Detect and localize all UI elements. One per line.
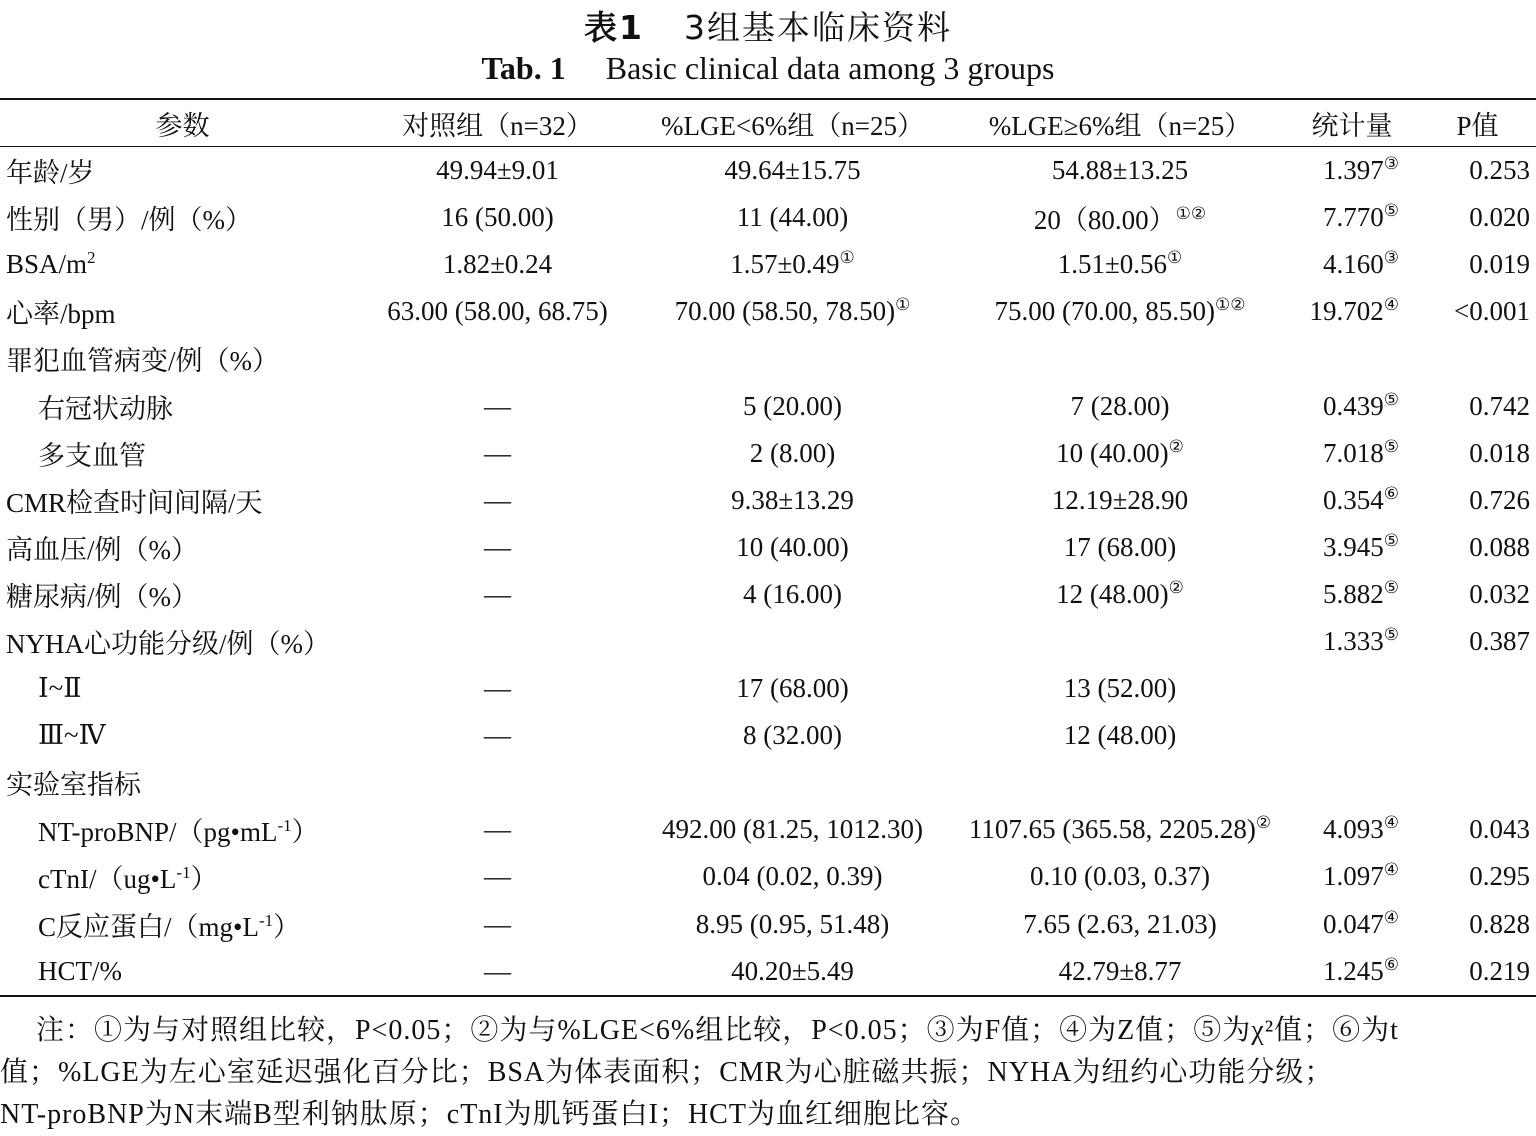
cell-value: 3.945: [1323, 531, 1384, 562]
cell-lge-low-group: [630, 430, 955, 477]
cell-value: 0.10 (0.03, 0.37): [1030, 861, 1210, 892]
cell-value: 75.00 (70.00, 85.50): [994, 296, 1215, 327]
cell-value: —: [484, 531, 511, 562]
cell-value: 7.018: [1323, 437, 1384, 468]
cell-value: 0.04 (0.02, 0.39): [702, 861, 883, 892]
cell-control-group: [365, 853, 630, 900]
cell-value: 7.65 (2.63, 21.03): [1023, 908, 1217, 939]
cell-lge-high-group: [955, 853, 1285, 900]
cell-value: 42.79±8.77: [1058, 955, 1182, 986]
cell-statistic: [1285, 335, 1419, 382]
cell-control-group: [365, 430, 630, 477]
cell-control-group: [365, 901, 630, 948]
param-label: 性别（男）/例（%）: [6, 205, 252, 236]
cell-p-value: [1419, 335, 1536, 382]
cell-p-value: [1419, 477, 1536, 524]
cell-p-value: [1419, 901, 1536, 948]
cell-lge-low-group: [630, 618, 955, 665]
cell-lge-low-group: [630, 335, 955, 382]
cell-value: 10 (40.00): [736, 531, 849, 562]
cell-p-value: [1419, 759, 1536, 806]
cell-param: [0, 948, 365, 996]
significance-marker: ⑤: [1383, 389, 1399, 409]
cell-control-group: [365, 806, 630, 853]
clinical-data-table: [0, 98, 1536, 997]
cell-value: 7.770: [1323, 202, 1384, 233]
cell-statistic: [1285, 571, 1419, 618]
cell-value: 12 (48.00): [1063, 720, 1177, 751]
table-title-text-cn: 3组基本临床资料: [683, 8, 952, 47]
cell-control-group: [365, 477, 630, 524]
cell-lge-low-group: [630, 382, 955, 429]
cell-p-value: [1419, 712, 1536, 759]
cell-param: [0, 665, 365, 712]
table-row: [0, 194, 1536, 241]
significance-marker: ①: [895, 295, 911, 315]
cell-value: 0.828: [1469, 908, 1530, 939]
cell-statistic: [1285, 477, 1419, 524]
cell-p-value: [1419, 241, 1536, 288]
cell-statistic: [1285, 806, 1419, 853]
cell-lge-low-group: [630, 948, 955, 996]
cell-lge-low-group: [630, 524, 955, 571]
cell-lge-high-group: [955, 335, 1285, 382]
cell-value: —: [484, 955, 511, 986]
table-row: [0, 901, 1536, 948]
cell-value: 7 (28.00): [1070, 390, 1170, 421]
table-label-cn: 表1: [584, 8, 644, 47]
cell-value: 49.94±9.01: [436, 155, 559, 186]
header-param: 参数: [0, 99, 365, 147]
cell-value: 12.19±28.90: [1051, 484, 1189, 515]
table-label-en: Tab. 1: [481, 50, 566, 86]
param-suffix: ）: [190, 864, 218, 895]
cell-p-value: [1419, 524, 1536, 571]
cell-value: 54.88±13.25: [1051, 155, 1189, 186]
cell-param: [0, 806, 365, 853]
cell-statistic: [1285, 241, 1419, 288]
table-row: [0, 853, 1536, 900]
cell-param: [0, 241, 365, 288]
cell-value: —: [484, 908, 511, 939]
cell-param: [0, 147, 365, 195]
cell-lge-low-group: [630, 288, 955, 335]
cell-value: 1.82±0.24: [442, 249, 553, 280]
significance-marker: ④: [1383, 907, 1399, 927]
cell-value: 8.95 (0.95, 51.48): [695, 908, 890, 939]
cell-p-value: [1419, 853, 1536, 900]
cell-statistic: [1285, 759, 1419, 806]
cell-value: —: [484, 720, 511, 751]
table-row: [0, 665, 1536, 712]
cell-lge-high-group: [955, 759, 1285, 806]
cell-statistic: [1285, 948, 1419, 996]
cell-param: [0, 524, 365, 571]
cell-value: —: [484, 814, 511, 845]
cell-value: 70.00 (58.50, 78.50): [674, 296, 896, 327]
cell-lge-low-group: [630, 712, 955, 759]
cell-p-value: [1419, 194, 1536, 241]
cell-value: 4.160: [1323, 249, 1384, 280]
param-superscript: -1: [277, 816, 292, 836]
cell-statistic: [1285, 712, 1419, 759]
cell-value: 0.019: [1469, 249, 1530, 280]
significance-marker: ④: [1383, 813, 1399, 833]
cell-value: 1.397: [1323, 155, 1384, 186]
cell-lge-high-group: [955, 241, 1285, 288]
cell-lge-low-group: [630, 477, 955, 524]
table-row: [0, 288, 1536, 335]
cell-value: 0.018: [1469, 437, 1530, 468]
param-label: cTnI/（ug•L: [38, 864, 177, 895]
param-superscript: 2: [87, 248, 96, 268]
significance-marker: ②: [1168, 577, 1184, 597]
cell-lge-low-group: [630, 147, 955, 195]
cell-value: —: [484, 673, 511, 704]
cell-control-group: [365, 147, 630, 195]
cell-statistic: [1285, 147, 1419, 195]
cell-statistic: [1285, 430, 1419, 477]
cell-p-value: [1419, 288, 1536, 335]
cell-value: 10 (40.00): [1056, 437, 1169, 468]
cell-p-value: [1419, 948, 1536, 996]
cell-value: —: [484, 578, 511, 609]
significance-marker: ⑤: [1383, 577, 1399, 597]
param-label: 糖尿病/例（%）: [6, 581, 198, 612]
cell-value: 1.51±0.56: [1057, 249, 1168, 280]
cell-value: 4 (16.00): [743, 578, 842, 609]
cell-statistic: [1285, 382, 1419, 429]
param-label: HCT/%: [38, 955, 122, 986]
cell-value: 1107.65 (365.58, 2205.28): [968, 814, 1256, 845]
significance-marker: ③: [1383, 154, 1399, 174]
cell-value: 0.043: [1469, 814, 1530, 845]
table-row: [0, 806, 1536, 853]
param-superscript: -1: [258, 910, 274, 930]
param-label: 心率/bpm: [6, 299, 116, 330]
header-lge-high-group: %LGE≥6%组（n=25）: [955, 99, 1285, 147]
significance-marker: ①: [839, 248, 855, 268]
cell-value: 0.354: [1323, 484, 1384, 515]
param-label: 多支血管: [38, 440, 146, 471]
cell-value: 1.097: [1323, 861, 1384, 892]
cell-value: 0.088: [1469, 531, 1530, 562]
cell-statistic: [1285, 618, 1419, 665]
cell-value: —: [484, 484, 511, 515]
cell-value: 0.020: [1469, 202, 1530, 233]
cell-value: 0.726: [1469, 484, 1530, 515]
cell-value: —: [484, 861, 511, 892]
cell-value: 2 (8.00): [749, 437, 836, 468]
cell-control-group: [365, 524, 630, 571]
cell-value: 17 (68.00): [736, 673, 849, 704]
param-label: 罪犯血管病变/例（%）: [6, 346, 279, 377]
cell-value: 0.387: [1469, 625, 1530, 656]
cell-value: —: [484, 437, 511, 468]
cell-lge-low-group: [630, 665, 955, 712]
param-label: C反应蛋白/（mg•L: [38, 911, 259, 942]
header-p-value: P值: [1419, 99, 1536, 147]
cell-statistic: [1285, 288, 1419, 335]
significance-marker: ②: [1168, 436, 1184, 456]
table-title-en: [0, 50, 1536, 87]
cell-lge-high-group: [955, 430, 1285, 477]
cell-param: [0, 759, 365, 806]
table-row: [0, 477, 1536, 524]
table-row: [0, 335, 1536, 382]
cell-value: 11 (44.00): [736, 202, 849, 233]
cell-lge-high-group: [955, 477, 1285, 524]
cell-control-group: [365, 288, 630, 335]
cell-param: [0, 477, 365, 524]
cell-p-value: [1419, 618, 1536, 665]
table-row: [0, 430, 1536, 477]
table-row: [0, 759, 1536, 806]
cell-value: 49.64±15.75: [724, 155, 861, 186]
cell-lge-low-group: [630, 853, 955, 900]
footnote-line-2: 值；%LGE为左心室延迟强化百分比；BSA为体表面积；CMR为心脏磁共振；NYHA为纽约心功能分级；: [0, 1057, 1334, 1088]
cell-value: <0.001: [1454, 296, 1530, 327]
significance-marker: ④: [1383, 295, 1399, 315]
cell-param: [0, 571, 365, 618]
param-label: 年龄/岁: [6, 158, 95, 189]
cell-statistic: [1285, 901, 1419, 948]
cell-control-group: [365, 571, 630, 618]
significance-marker: ⑤: [1383, 436, 1399, 456]
cell-control-group: [365, 241, 630, 288]
cell-value: 9.38±13.29: [731, 484, 854, 515]
cell-value: 12 (48.00): [1056, 578, 1169, 609]
cell-value: 1.333: [1323, 625, 1384, 656]
cell-param: [0, 712, 365, 759]
significance-marker: ③: [1383, 248, 1399, 268]
cell-value: 16 (50.00): [441, 202, 554, 233]
cell-lge-high-group: [955, 665, 1285, 712]
cell-param: [0, 335, 365, 382]
significance-marker: ⑤: [1383, 530, 1399, 550]
cell-p-value: [1419, 665, 1536, 712]
table-row: [0, 524, 1536, 571]
cell-lge-high-group: [955, 147, 1285, 195]
cell-control-group: [365, 759, 630, 806]
cell-value: 5.882: [1323, 578, 1384, 609]
cell-value: 19.702: [1309, 296, 1384, 327]
cell-p-value: [1419, 147, 1536, 195]
cell-control-group: [365, 712, 630, 759]
cell-p-value: [1419, 430, 1536, 477]
cell-control-group: [365, 194, 630, 241]
cell-value: 20（80.00）: [1033, 205, 1176, 236]
cell-value: 1.57±0.49: [730, 249, 840, 280]
param-label: 实验室指标: [6, 770, 141, 801]
cell-lge-high-group: [955, 618, 1285, 665]
cell-value: —: [484, 390, 511, 421]
significance-marker: ④: [1383, 860, 1399, 880]
table-header-row: [0, 99, 1536, 147]
cell-statistic: [1285, 853, 1419, 900]
cell-value: 1.245: [1323, 955, 1384, 986]
cell-param: [0, 194, 365, 241]
cell-value: 8 (32.00): [743, 720, 842, 751]
cell-value: 492.00 (81.25, 1012.30): [662, 814, 923, 845]
footnote-line-3: NT-proBNP为N末端B型利钠肽原；cTnI为肌钙蛋白I；HCT为血红细胞比容。: [0, 1099, 979, 1130]
cell-statistic: [1285, 665, 1419, 712]
significance-marker: ⑤: [1383, 624, 1399, 644]
cell-value: 4.093: [1323, 814, 1384, 845]
param-label: NYHA心功能分级/例（%）: [6, 628, 330, 659]
cell-control-group: [365, 335, 630, 382]
table-row: [0, 948, 1536, 996]
param-label: NT-proBNP/（pg•mL: [38, 817, 278, 848]
header-control-group: 对照组（n=32）: [365, 99, 630, 147]
cell-value: 0.253: [1469, 155, 1530, 186]
table-title-text-en: Basic clinical data among 3 groups: [605, 50, 1055, 86]
cell-lge-high-group: [955, 806, 1285, 853]
cell-statistic: [1285, 524, 1419, 571]
cell-value: 0.742: [1469, 390, 1530, 421]
cell-p-value: [1419, 382, 1536, 429]
cell-control-group: [365, 665, 630, 712]
cell-param: [0, 288, 365, 335]
cell-lge-high-group: [955, 712, 1285, 759]
cell-lge-high-group: [955, 288, 1285, 335]
table-title-cn: [0, 2, 1536, 49]
cell-value: 5 (20.00): [743, 390, 842, 421]
cell-control-group: [365, 618, 630, 665]
cell-value: 63.00 (58.00, 68.75): [387, 296, 608, 327]
cell-lge-high-group: [955, 948, 1285, 996]
cell-lge-high-group: [955, 524, 1285, 571]
param-label: Ⅰ~Ⅱ: [38, 673, 82, 704]
significance-marker: ⑤: [1383, 201, 1399, 221]
footnote-line-1: 注：①为与对照组比较，P<0.05；②为与%LGE<6%组比较，P<0.05；③为F值；④为Z值；⑤为χ²值；⑥为t: [36, 1015, 1399, 1046]
cell-control-group: [365, 382, 630, 429]
significance-marker: ⑥: [1383, 483, 1399, 503]
cell-value: 17 (68.00): [1063, 531, 1177, 562]
header-lge-low-group: %LGE<6%组（n=25）: [630, 99, 955, 147]
cell-lge-low-group: [630, 901, 955, 948]
significance-marker: ①②: [1175, 204, 1207, 224]
table-row: [0, 382, 1536, 429]
cell-statistic: [1285, 194, 1419, 241]
table-row: [0, 241, 1536, 288]
cell-value: 0.047: [1323, 908, 1384, 939]
param-label: BSA/m: [6, 249, 88, 280]
cell-lge-low-group: [630, 806, 955, 853]
significance-marker: ⑥: [1383, 954, 1399, 974]
cell-value: 0.439: [1323, 390, 1384, 421]
cell-lge-high-group: [955, 571, 1285, 618]
param-suffix: ）: [291, 817, 319, 848]
table-row: [0, 712, 1536, 759]
significance-marker: ②: [1255, 813, 1272, 833]
cell-param: [0, 901, 365, 948]
param-label: Ⅲ~Ⅳ: [38, 720, 106, 751]
cell-control-group: [365, 948, 630, 996]
table-row: [0, 147, 1536, 195]
cell-param: [0, 430, 365, 477]
param-label: CMR检查时间间隔/天: [6, 487, 263, 518]
significance-marker: ①②: [1215, 295, 1246, 315]
cell-value: 0.032: [1469, 578, 1530, 609]
cell-p-value: [1419, 571, 1536, 618]
cell-value: 0.219: [1469, 955, 1530, 986]
param-label: 右冠状动脉: [38, 393, 173, 424]
cell-lge-low-group: [630, 194, 955, 241]
cell-lge-low-group: [630, 759, 955, 806]
param-label: 高血压/例（%）: [6, 534, 198, 565]
table-row: [0, 618, 1536, 665]
param-suffix: ）: [273, 911, 301, 942]
significance-marker: ①: [1167, 248, 1183, 268]
cell-value: 13 (52.00): [1063, 673, 1177, 704]
cell-p-value: [1419, 806, 1536, 853]
cell-lge-low-group: [630, 241, 955, 288]
cell-lge-low-group: [630, 571, 955, 618]
table-row: [0, 571, 1536, 618]
cell-value: 40.20±5.49: [731, 955, 854, 986]
table-body: [0, 147, 1536, 996]
header-statistic: 统计量: [1285, 99, 1419, 147]
param-superscript: -1: [176, 863, 191, 883]
cell-lge-high-group: [955, 194, 1285, 241]
cell-lge-high-group: [955, 382, 1285, 429]
cell-param: [0, 853, 365, 900]
table-footnote: [0, 1010, 1536, 1136]
cell-value: 0.295: [1469, 861, 1530, 892]
cell-lge-high-group: [955, 901, 1285, 948]
cell-param: [0, 618, 365, 665]
cell-param: [0, 382, 365, 429]
